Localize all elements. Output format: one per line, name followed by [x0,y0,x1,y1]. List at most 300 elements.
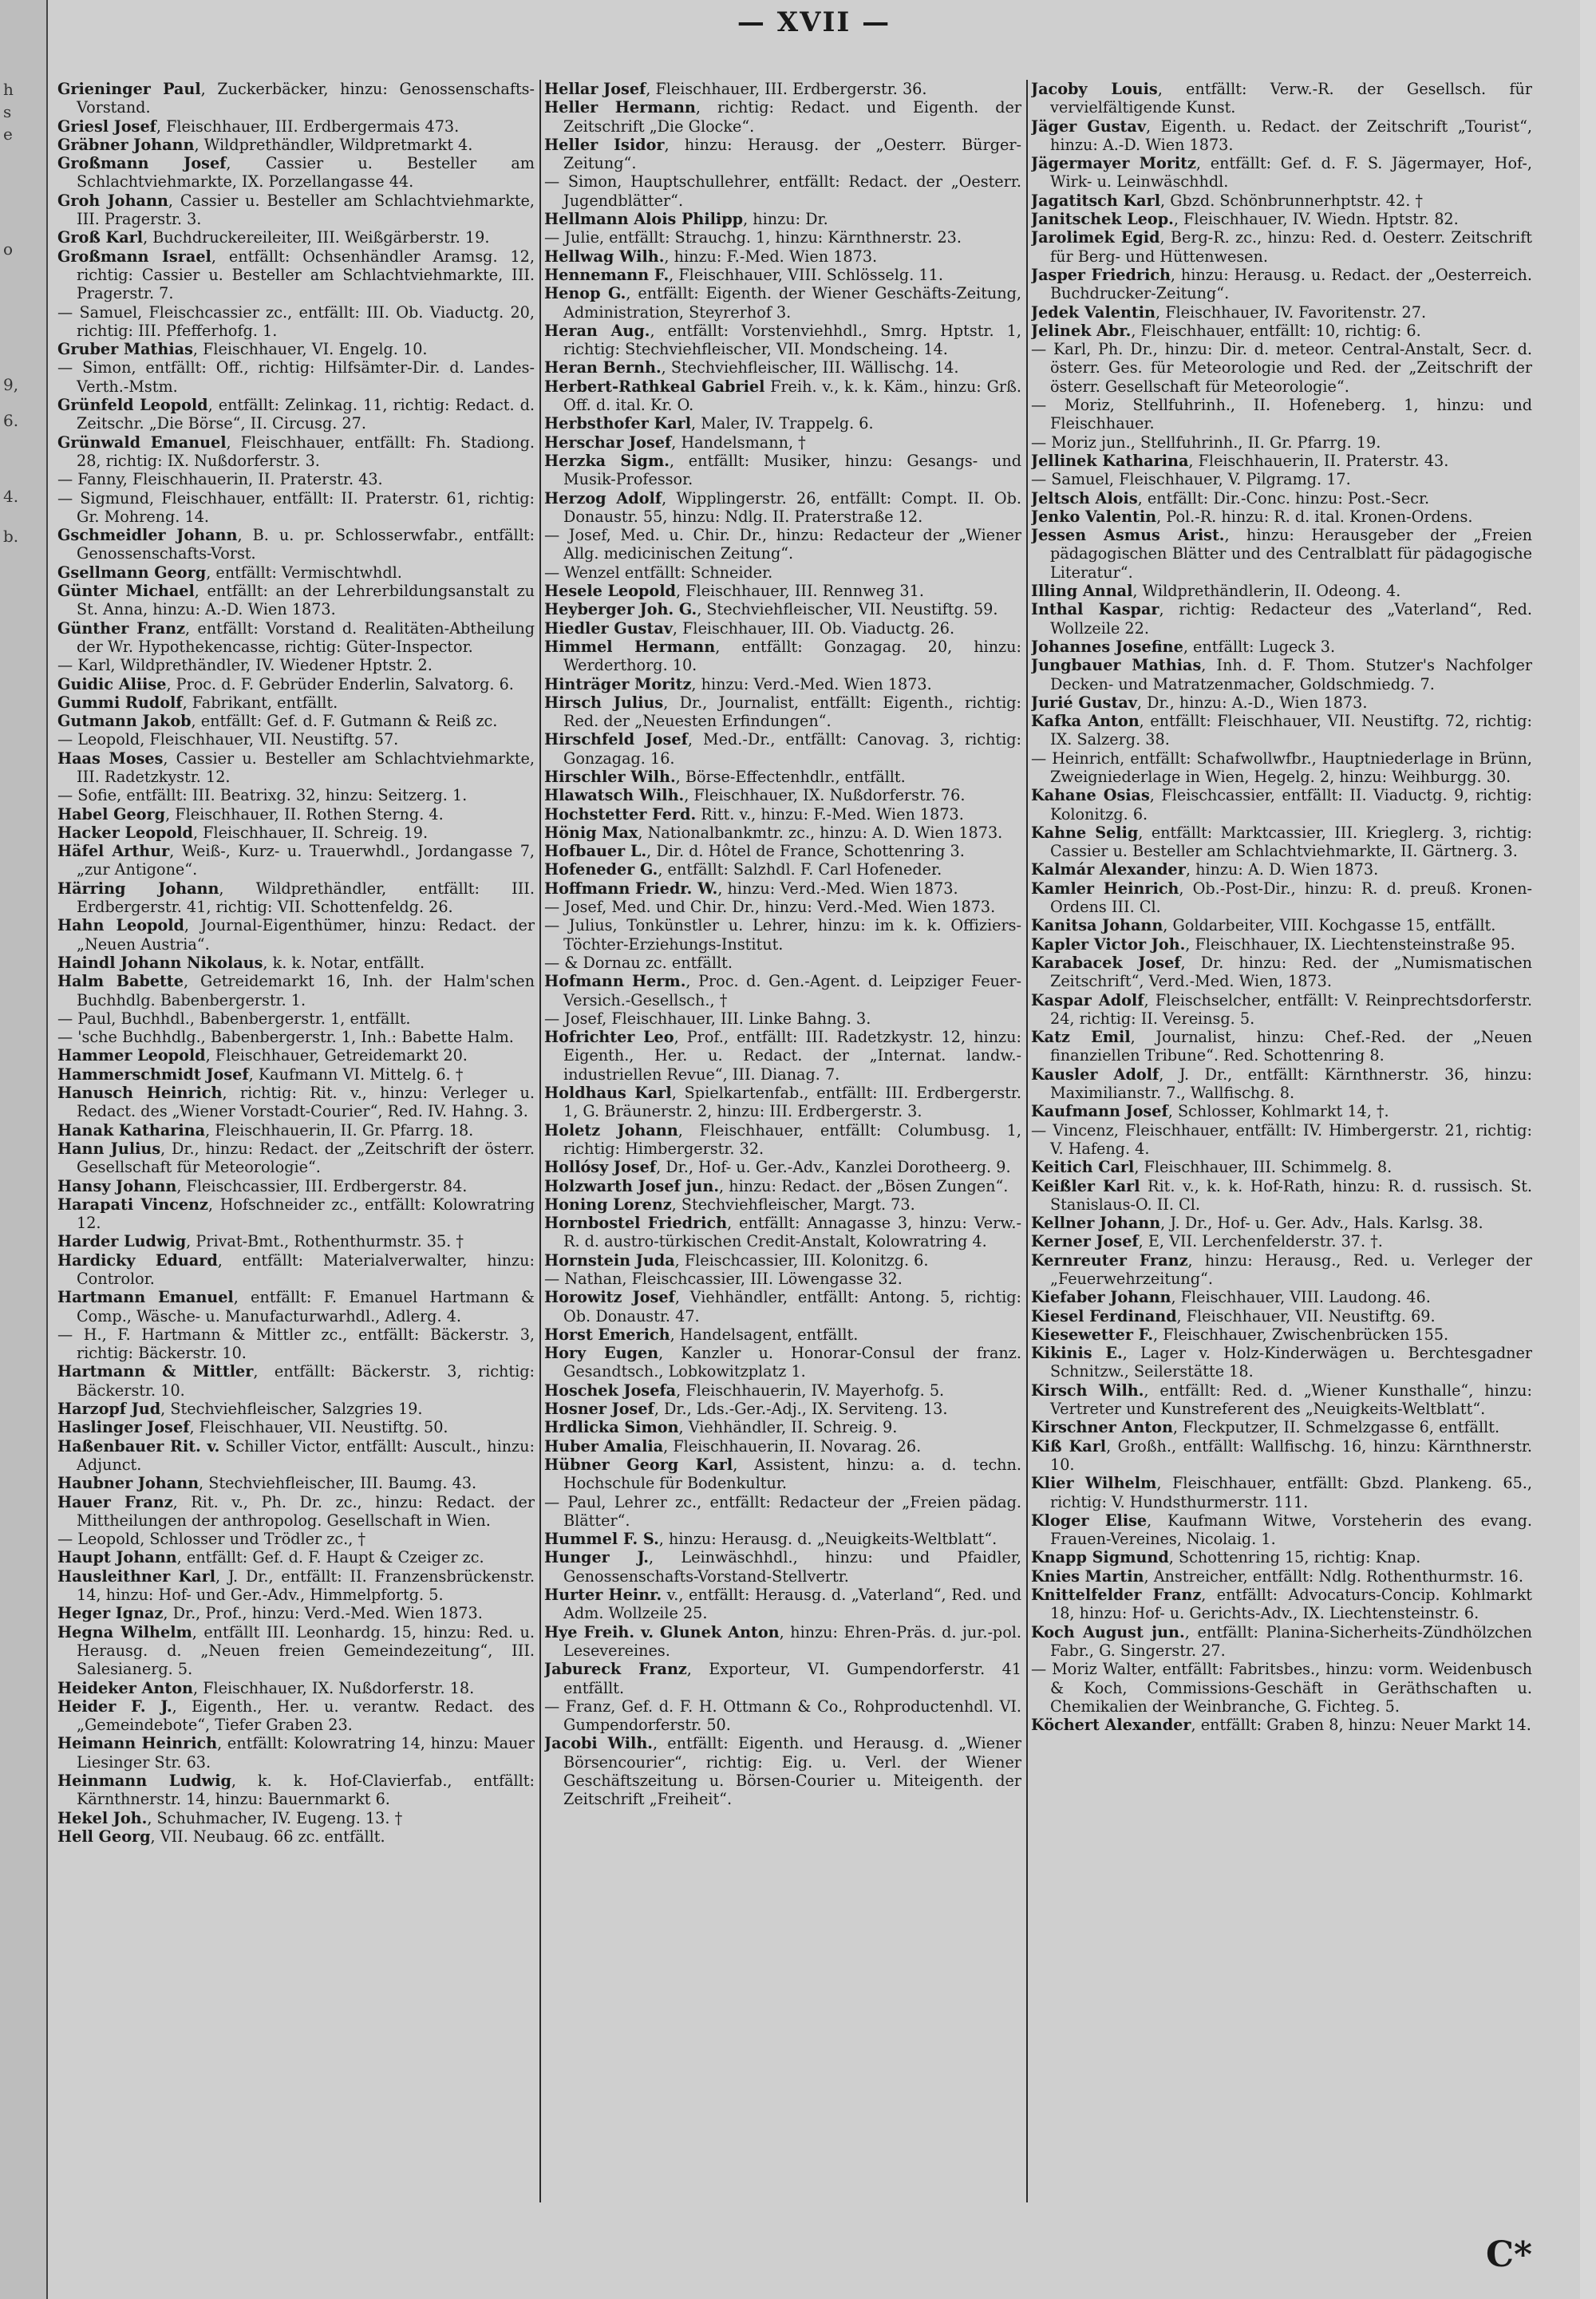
entry-text: , Fleischhauerin, II. Novarag. 26. [663,1436,922,1456]
directory-entry [1031,916,1532,935]
entry-text: , Proc. d. F. Gebrüder Enderlin, Salvatorg. 6. [166,674,514,693]
directory-entry [1031,786,1532,824]
entry-name: Jessen Asmus Arist. [1031,526,1225,545]
directory-entry [1031,1306,1532,1325]
entry-name: Herzka Sigm. [544,451,670,470]
entry-name: Kikinis E. [1031,1344,1123,1363]
entry-text: , hinzu: Herausg. der „Oesterr. Bürger-Zeitung“. [563,135,1021,173]
entry-name: Gräbner Johann [57,135,195,154]
directory-entry [544,1660,1021,1697]
margin-fragment: 6. [3,411,19,430]
directory-entry [1031,526,1532,582]
entry-name: Hofbauer L. [544,842,647,861]
entry-name: Halm Babette [57,972,184,991]
directory-entry [57,712,535,731]
entry-text: , Getreidemarkt 16, Inh. der Halm'schen Buchhdlg. Babenbergerstr. 1. [77,972,535,1009]
directory-entry [544,172,1021,210]
directory-entry [544,433,1021,452]
entry-text: , hinzu: Dr. [743,210,828,229]
entry-name: Hausleithner Karl [57,1566,216,1586]
page-number: — XVII — [737,6,891,38]
directory-entry [544,823,1021,842]
entry-text: , Schuhmacher, IV. Eugeng. 13. † [147,1808,403,1827]
entry-name: Kahne Selig [1031,823,1139,842]
directory-entry [1031,953,1532,991]
entry-text: , Fleischhauer, IV. Favoritenstr. 27. [1156,302,1427,322]
entry-text: — Vincenz, Fleischhauer, entfällt: IV. Himbergerstr. 21, richtig: V. Hafeng. 4. [1031,1120,1532,1158]
entry-text: — Moriz, Stellfuhrinh., II. Hofeneberg. 1, hinzu: und Fleischhauer. [1031,396,1532,433]
entry-name: Haßenbauer Rit. v. [57,1436,220,1456]
entry-text: — Simon, entfällt: Off., richtig: Hilfsämter-Dir. d. Landes-Verth.-Mstm. [57,358,535,396]
entry-name: Grieninger Paul [57,80,201,98]
entry-text: , Dr. hinzu: Red. der „Numismatischen Zeitschrift“, Verd.-Med. Wien, 1873. [1050,953,1532,991]
entry-name: Heinmann Ludwig [57,1772,231,1791]
entry-text: — Fanny, Fleischhauerin, II. Praterstr. 43. [57,470,383,489]
directory-entry [1031,1418,1532,1437]
directory-entry [57,1566,535,1605]
directory-entry [544,842,1021,861]
entry-text: , entfällt: Graben 8, hinzu: Neuer Markt 14. [1191,1716,1531,1735]
entry-text: — Paul, Lehrer zc., entfällt: Redacteur der „Freien pädag. Blätter“. [544,1492,1021,1530]
directory-entry [57,953,535,972]
entry-text: — Moriz Walter, entfällt: Fabritsbes., hinzu: vorm. Weidenbusch & Koch, Commissions-Geschäft in Geräthschaften u. Chemikalien der Weinbranche, G. Fichteg. 5. [1031,1660,1532,1716]
entry-text: , richtig: Redact. und Eigenth. der Zeitschrift „Die Glocke“. [563,98,1021,136]
directory-entry [1031,191,1532,210]
entry-name: Hoffmann Friedr. W. [544,879,718,898]
entry-text: , Stechviehfleischer, III. Wällischg. 14. [661,358,959,377]
entry-text: , Goldarbeiter, VIII. Kochgasse 15, entfällt. [1163,916,1496,935]
directory-entry [57,358,535,396]
entry-text: , Prof., entfällt: III. Radetzkystr. 12, hinzu: Eigenth., Her. u. Redact. der „Internat. landw.-industriellen Revue“, III. Dianag. 7. [563,1028,1021,1084]
entry-name: Kiesel Ferdinand [1031,1306,1177,1325]
directory-page [48,0,1580,2299]
entry-text: , Anstreicher, entfällt: Ndlg. Rothenthurmstr. 16. [1144,1566,1523,1586]
entry-name: Hoschek Josefa [544,1381,677,1400]
entry-text: , entfällt: F. Emanuel Hartmann & Comp., Wäsche- u. Manufacturwarhdl., Adlerg. 4. [77,1288,535,1325]
directory-entry [1031,1158,1532,1177]
entry-text: , Fleischhauer, III. Erdbergerstr. 36. [646,80,927,98]
directory-entry [544,1158,1021,1177]
directory-entry [57,656,535,675]
entry-text: , Fleischhauer, VI. Engelg. 10. [192,340,428,359]
entry-text: , entfällt: Zelinkag. 11, richtig: Redact. d. Zeitschr. „Die Börse“, II. Circusg. 27. [77,396,535,433]
entry-name: Jabureck Franz [544,1660,687,1679]
entry-text: , Fleischcassier, III. Erdbergerstr. 84. [176,1176,468,1195]
entry-name: Hiedler Gustav [544,618,673,638]
entry-name: Hönig Max [544,823,638,842]
margin-fragment: s [3,102,12,121]
entry-text: , E, VII. Lerchenfelderstr. 37. †. [1138,1232,1383,1251]
directory-entry [544,953,1021,972]
entry-text: , Privat-Bmt., Rothenthurmstr. 35. † [186,1232,464,1251]
directory-entry [57,488,535,527]
directory-entry [1031,1436,1532,1475]
directory-entry [57,674,535,693]
directory-entry [57,1232,535,1251]
directory-entry [57,1474,535,1493]
entry-text: , Fleischhauer, entfällt: 10, richtig: 6. [1131,321,1421,340]
directory-entry [57,1325,535,1363]
entry-name: Katz Emil [1031,1028,1131,1047]
directory-entry [57,1418,535,1437]
directory-entry [57,749,535,787]
entry-name: Hory Eugen [544,1344,659,1363]
entry-name: Haindl Johann Nikolaus [57,953,263,972]
directory-entry [57,916,535,954]
entry-text: — Samuel, Fleischcassier zc., entfällt: III. Ob. Viaductg. 20, richtig: III. Pfefferhofg. 1. [57,302,535,340]
entry-name: Kiesewetter F. [1031,1325,1154,1344]
entry-name: Kafka Anton [1031,712,1140,731]
directory-entry [1031,1250,1532,1289]
entry-text: , Med.-Dr., entfällt: Canovag. 3, richtig: Gonzagag. 16. [563,730,1021,768]
directory-entry [57,1492,535,1531]
entry-name: Hinträger Moritz [544,674,692,693]
entry-name: Hartmann Emanuel [57,1288,234,1307]
entry-text: , Eigenth. u. Redact. der Zeitschrift „Tourist“, hinzu: A.-D. Wien 1873. [1050,117,1532,154]
entry-name: Hekel Joh. [57,1808,148,1827]
entry-name: Jenko Valentin [1031,507,1157,526]
entry-name: Gsellmann Georg [57,563,207,582]
entry-text: , hinzu: Herausg. u. Redact. der „Oesterreich. Buchdrucker-Zeitung“. [1050,265,1532,303]
directory-entry [57,1772,535,1809]
entry-text: , Assistent, hinzu: a. d. techn. Hochschule für Bodenkultur. [563,1455,1021,1493]
entry-name: Hanak Katharina [57,1120,206,1140]
directory-entry [544,730,1021,768]
entry-name: Gruber Mathias [57,340,193,359]
entry-text: , J. Dr., entfällt: Kärnthnerstr. 36, hinzu: Maximilianstr. 7., Wallfischg. 8. [1050,1065,1532,1103]
entry-name: Huber Amalia [544,1436,664,1456]
directory-entry [544,210,1021,229]
directory-entry [1031,396,1532,433]
entry-name: Hummel F. S. [544,1530,659,1549]
directory-entry [57,786,535,805]
entry-text: , Fleischhauer, IV. Wiedn. Hptstr. 82. [1173,210,1459,229]
entry-text: , Fleischhauer, II. Schreig. 19. [192,823,429,842]
entry-text: , Fleischhauer, IX. Liechtensteinstraße 95. [1185,934,1515,954]
entry-text: — Moriz jun., Stellfuhrinh., II. Gr. Pfarrg. 19. [1031,433,1381,452]
directory-entry [57,804,535,824]
entry-name: Knies Martin [1031,1566,1144,1586]
directory-entry [544,898,1021,917]
directory-entry [544,526,1021,563]
entry-name: Grünfeld Leopold [57,396,208,415]
entry-text: , entfällt: Dir.-Conc. hinzu: Post.-Secr. [1137,488,1430,508]
directory-entry [544,1455,1021,1493]
directory-entry [1031,934,1532,954]
directory-entry [544,600,1021,619]
entry-text: — Josef, Fleischhauer, III. Linke Bahng. 3. [544,1009,871,1028]
directory-entry [1031,1586,1532,1623]
entry-name: Knapp Sigmund [1031,1548,1169,1567]
directory-entry [544,265,1021,284]
entry-text: , Dr., Hof- u. Ger.-Adv., Kanzlei Dorotheerg. 9. [656,1158,1011,1177]
entry-text: , Großh., entfällt: Wallfischg. 16, hinzu: Kärnthnerstr. 10. [1050,1436,1532,1474]
entry-text: , Fleischhauer, III. Rennweg 31. [675,582,924,601]
entry-text: , Gbzd. Schönbrunnerhptstr. 42. † [1160,191,1423,210]
directory-entry [57,470,535,489]
entry-text: , Berg-R. zc., hinzu: Red. d. Oesterr. Zeitschrift für Berg- und Hüttenwesen. [1050,228,1532,266]
entry-text: , entfällt: Vorstand d. Realitäten-Abtheilung der Wr. Hypothekencasse, richtig: Güter-Inspector. [77,618,535,656]
directory-entry [1031,1566,1532,1586]
entry-text: , Fleischhauer, IX. Nußdorferstr. 76. [684,786,966,805]
entry-text: , entfällt: an der Lehrerbildungsanstalt zu St. Anna, hinzu: A.-D. Wien 1873. [77,582,535,619]
entry-name: Heger Ignaz [57,1604,164,1623]
entry-name: Koch August jun. [1031,1622,1185,1641]
directory-entry [1031,823,1532,861]
directory-entry [1031,1120,1532,1159]
directory-entry [57,1530,535,1549]
column-3 [1031,80,1532,2202]
entry-name: Günther Franz [57,618,185,638]
entry-name: Kloger Elise [1031,1511,1148,1530]
directory-entry [544,916,1021,954]
column-divider [1026,80,1028,2202]
entry-text: Rit. v., k. k. Hof-Rath, hinzu: R. d. russisch. St. Stanislaus-O. II. Cl. [1050,1176,1532,1214]
directory-entry [1031,1511,1532,1549]
entry-text: — Sofie, entfällt: III. Beatrixg. 32, hinzu: Seitzerg. 1. [57,786,468,805]
directory-entry [544,1586,1021,1623]
entry-text: , Fleischhauer, VII. Neustiftg. 50. [189,1418,448,1437]
entry-text: , Journal-Eigenthümer, hinzu: Redact. der „Neuen Austria“. [77,916,535,954]
margin-fragment: b. [3,527,19,546]
entry-name: Hell Georg [57,1827,151,1846]
entry-name: Jacobi Wilh. [544,1734,653,1753]
directory-entry [57,340,535,359]
directory-entry [57,1176,535,1195]
directory-entry [57,1808,535,1827]
entry-text: , entfällt: Salzhdl. F. Carl Hofeneder. [658,860,942,879]
entry-name: Heller Hermann [544,98,696,117]
entry-text: , Kaufmann VI. Mittelg. 6. † [248,1065,464,1084]
directory-entry [544,1214,1021,1251]
directory-entry [544,860,1021,879]
entry-name: Heideker Anton [57,1678,193,1697]
entry-text: — Paul, Buchhdl., Babenbergerstr. 1, entfällt. [57,1009,411,1028]
directory-entry [57,1400,535,1419]
entry-text: — Wenzel entfällt: Schneider. [544,563,773,582]
entry-text: , Fleischhauer, III. Ob. Viaductg. 26. [672,618,955,638]
margin-fragment: 4. [3,487,19,506]
entry-name: Hanusch Heinrich [57,1084,223,1103]
entry-name: Hornstein Juda [544,1250,675,1270]
directory-entry [1031,1065,1532,1103]
entry-text: , Fleischselcher, entfällt: V. Reinprechtsdorferstr. 24, richtig: II. Vereinsg. 5. [1050,990,1532,1028]
entry-name: Klier Wilhelm [1031,1474,1157,1493]
entry-text: , Cassier u. Besteller am Schlachtviehmarkte, III. Pragerstr. 3. [77,191,535,229]
entry-name: Haas Moses [57,749,164,768]
entry-text: , hinzu: Herausgeber der „Freien pädagogischen Blätter und des Centralblatt für pädagogische Literatur“. [1050,526,1532,582]
entry-text: , Eigenth., Her. u. verantw. Redact. des „Gemeindebote“, Tiefer Graben 23. [77,1697,535,1735]
entry-name: Heider F. J. [57,1697,172,1716]
directory-entry [57,1622,535,1679]
entry-name: Hann Julius [57,1139,161,1158]
entry-text: — Heinrich, entfällt: Schafwollwfbr., Hauptniederlage in Brünn, Zweigniederlage in Wien, Hegelg. 2, hinzu: Weihburgg. 30. [1031,749,1532,786]
entry-text: , Wildprethändler, entfällt: III. Erdbergerstr. 41, richtig: VII. Schottenfeldg. 26. [77,879,535,917]
directory-entry [57,1436,535,1475]
entry-name: Habel Georg [57,804,166,824]
directory-entry [57,1288,535,1325]
margin-fragment: h [3,80,14,99]
entry-text: , hinzu: Herausg. d. „Neuigkeits-Weltblatt“. [658,1530,998,1549]
directory-entry [544,98,1021,136]
entry-name: Hunger J. [544,1548,649,1567]
entry-name: Hauer Franz [57,1492,173,1511]
directory-entry [544,1120,1021,1159]
entry-text: — Karl, Ph. Dr., hinzu: Dir. d. meteor. Central-Anstalt, Secr. d. österr. Ges. für Meteorologie und Red. der „Zeitschrift der österr. Gesellschaft für Meteorologie“. [1031,340,1532,396]
entry-text: , Cassier u. Besteller am Schlachtviehmarkte, IX. Porzellangasse 44. [77,154,535,192]
directory-entry [1031,1102,1532,1121]
entry-name: Kapler Victor Joh. [1031,934,1186,954]
entry-name: Johannes Josefine [1031,637,1183,656]
entry-text: , entfällt: Advocaturs-Concip. Kohlmarkt 18, hinzu: Hof- u. Gerichts-Adv., IX. Liechtensteinstr. 6. [1050,1586,1532,1623]
entry-name: Kahane Osias [1031,786,1150,805]
entry-text: , entfällt: Verw.-R. der Gesellsch. für vervielfältigende Kunst. [1050,80,1532,117]
directory-entry [544,284,1021,322]
entry-name: Karabacek Josef [1031,953,1181,972]
entry-name: Kanitsa Johann [1031,916,1163,935]
entry-name: Kaufmann Josef [1031,1102,1168,1121]
entry-name: Herschar Josef [544,433,672,452]
directory-entry [57,1604,535,1623]
entry-name: Harzopf Jud [57,1400,161,1419]
margin-fragment: e [3,124,13,144]
entry-text: , Fabrikant, entfällt. [182,693,338,712]
entry-text: v., entfällt: Herausg. d. „Vaterland“, Red. und Adm. Wollzeile 25. [563,1586,1021,1623]
directory-entry [1031,210,1532,229]
entry-name: Hrdlicka Simon [544,1418,679,1437]
directory-entry [544,1400,1021,1419]
directory-entry [544,767,1021,786]
entry-name: Hosner Josef [544,1400,654,1419]
directory-entry [57,1827,535,1846]
directory-entry [57,1362,535,1400]
entry-text: , J. Dr., Hof- u. Ger. Adv., Hals. Karlsg. 38. [1160,1214,1483,1233]
directory-entry [1031,582,1532,601]
entry-name: Inthal Kaspar [1031,600,1159,619]
entry-name: Heller Isidor [544,135,665,154]
entry-text: , entfällt: Materialverwalter, hinzu: Controlor. [77,1250,535,1288]
entry-name: Harder Ludwig [57,1232,187,1251]
entry-text: — Sigmund, Fleischhauer, entfällt: II. Praterstr. 61, richtig: Gr. Mohreng. 14. [57,488,535,526]
entry-name: Hellar Josef [544,80,646,98]
entry-text: , Fleischhauer, IX. Nußdorferstr. 18. [193,1678,475,1697]
directory-entry [1031,749,1532,787]
entry-text: , richtig: Redacteur des „Vaterland“, Red. Wollzeile 22. [1050,600,1532,638]
adjacent-page-margin [0,0,49,2299]
directory-entry [57,1697,535,1735]
column-divider [539,80,541,2202]
entry-text: , entfällt: Vermischtwhdl. [206,563,402,582]
entry-text: , entfällt: Bäckerstr. 3, richtig: Bäckerstr. 10. [77,1362,535,1400]
entry-name: Holetz Johann [544,1120,678,1140]
directory-entry [544,1548,1021,1586]
entry-text: , Fleischhauer, entfällt: Gbzd. Plankeng. 65., richtig: V. Hundsthurmerstr. 111. [1050,1474,1532,1511]
entry-text: Schiller Victor, entfällt: Auscult., hinzu: Adjunct. [77,1436,535,1474]
entry-name: Hegna Wilhelm [57,1622,192,1641]
entry-name: Kaspar Adolf [1031,990,1144,1009]
directory-entry [544,1250,1021,1270]
entry-text: , Weiß-, Kurz- u. Trauerwhdl., Jordangasse 7, „zur Antigone“. [77,842,535,879]
entry-text: , Fleischhauer, VII. Neustiftg. 69. [1176,1306,1436,1325]
directory-entry [57,582,535,619]
directory-entry [544,80,1021,98]
entry-text: , entfällt: Fleischhauer, VII. Neustiftg. 72, richtig: IX. Salzerg. 38. [1050,712,1532,749]
entry-text: , Fleischhauerin, IV. Mayerhofg. 5. [676,1381,945,1400]
entry-name: Hansy Johann [57,1176,177,1195]
entry-text: , VII. Neubaug. 66 zc. entfällt. [150,1827,385,1846]
directory-entry [544,1436,1021,1456]
entry-text: — Josef, Med. und Chir. Dr., hinzu: Verd.-Med. Wien 1873. [544,898,996,917]
directory-entry [544,1734,1021,1809]
directory-entry [1031,470,1532,489]
directory-entry [1031,1232,1532,1251]
directory-entry [544,1195,1021,1214]
entry-text: , entfällt: Eigenth. der Wiener Geschäfts-Zeitung, Administration, Steyrerhof 3. [563,284,1021,322]
directory-entry [57,135,535,154]
entry-name: Kirsch Wilh. [1031,1381,1144,1400]
directory-entry [57,1734,535,1772]
directory-entry [57,228,535,247]
entry-text: , Dr., Prof., hinzu: Verd.-Med. Wien 1873. [163,1604,483,1623]
entry-text: — Karl, Wildprethändler, IV. Wiedener Hptstr. 2. [57,656,433,675]
entry-name: Keitich Carl [1031,1158,1135,1177]
entry-text: , Lager v. Holz-Kinderwägen u. Berchtesgadner Schnitzw., Seilerstätte 18. [1050,1344,1532,1381]
entry-text: , Stechviehfleischer, Margt. 73. [671,1195,915,1214]
directory-entry [57,842,535,879]
entry-text: — Josef, Med. u. Chir. Dr., hinzu: Redacteur der „Wiener Allg. medicinischen Zeitung“. [544,526,1021,563]
directory-entry [1031,1176,1532,1215]
entry-text: , Schottenring 15, richtig: Knap. [1168,1548,1421,1567]
entry-text: , Fleischhauer, III. Erdbergermais 473. [156,117,460,136]
entry-name: Haupt Johann [57,1548,177,1567]
entry-text: — Julius, Tonkünstler u. Lehrer, hinzu: im k. k. Offiziers-Töchter-Erziehungs-Institut. [544,916,1021,954]
entry-name: Jellinek Katharina [1031,451,1189,470]
directory-entry [1031,1660,1532,1716]
entry-name: Jäger Gustav [1031,117,1146,136]
entry-name: Horowitz Josef [544,1288,675,1307]
directory-entry [544,1084,1021,1121]
entry-name: Jagatitsch Karl [1031,191,1160,210]
directory-entry [57,154,535,192]
directory-entry [57,879,535,917]
entry-text: , Fleischhauer, II. Rothen Sterng. 4. [165,804,444,824]
entry-name: Kernreuter Franz [1031,1250,1188,1270]
directory-entry [1031,1548,1532,1567]
entry-text: , Wildprethändler, Wildpretmarkt 4. [194,135,473,154]
entry-text: , Dr., Journalist, entfällt: Eigenth., richtig: Red. der „Neuesten Erfindungen“. [563,693,1021,731]
directory-entry [57,1139,535,1177]
directory-entry [57,1250,535,1289]
entry-text: , entfällt: Gonzagag. 20, hinzu: Werderthorg. 10. [563,637,1021,675]
entry-name: Gschmeidler Johann [57,526,238,545]
entry-name: Groß Karl [57,228,144,247]
entry-text: , richtig: Rit. v., hinzu: Verleger u. Redact. des „Wiener Vorstadt-Courier“, Red. IV. Hahng. 3. [77,1084,535,1121]
directory-entry [1031,693,1532,712]
entry-name: Hartmann & Mittler [57,1362,254,1381]
entry-text: , entfällt: Planina-Sicherheits-Zündhölzchen Fabr., G. Singerstr. 27. [1050,1622,1532,1660]
entry-name: Großmann Israel [57,247,211,266]
directory-entry [1031,433,1532,452]
directory-entry [57,1195,535,1233]
directory-entry [544,786,1021,805]
entry-text: , entfällt III. Leonhardg. 15, hinzu: Red. u. Herausg. d. „Neuen freien Gemeindezeitung“, III. Salesianerg. 5. [77,1622,535,1679]
entry-name: Großmann Josef [57,154,227,173]
entry-text: , hinzu: Herausg., Red. u. Verleger der „Feuerwehrzeitung“. [1050,1250,1532,1288]
entry-name: Herbsthofer Karl [544,414,692,433]
entry-name: Keißler Karl [1031,1176,1140,1195]
entry-name: Hübner Georg Karl [544,1455,733,1474]
entry-text: , J. Dr., entfällt: II. Franzensbrückenstr. 14, hinzu: Hof- und Ger.-Adv., Himmelpfortg. 5. [77,1566,535,1605]
